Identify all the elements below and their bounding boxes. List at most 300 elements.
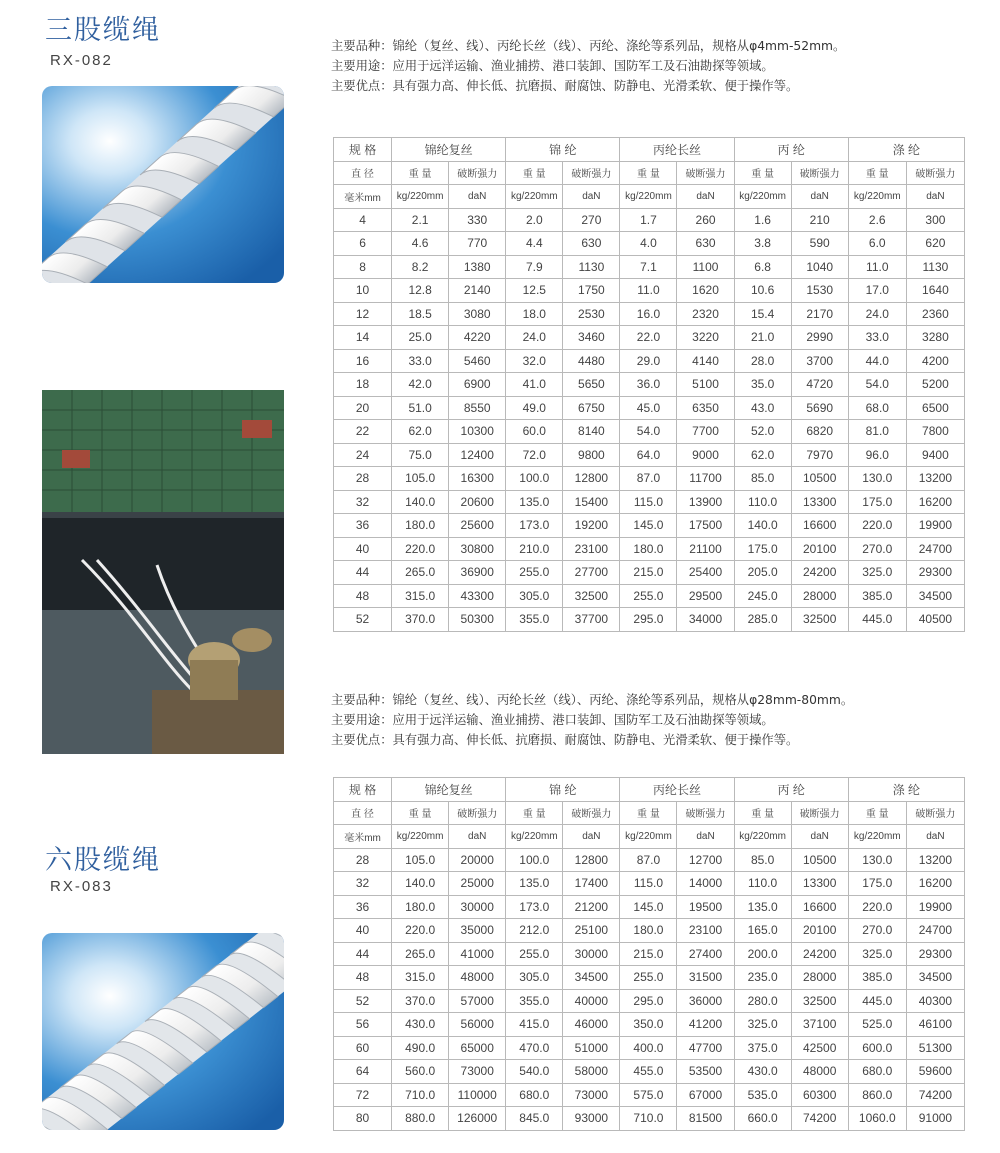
table-cell: 385.0 [848,584,906,608]
table-cell: 4 [334,208,392,232]
table-cell: 32 [334,872,392,896]
table-cell: 11.0 [620,279,677,303]
subheader-cell: 重 量 [392,161,449,185]
table-row [334,467,965,491]
table-cell: 12.8 [392,279,449,303]
table-cell: 20600 [449,490,506,514]
table-cell: 445.0 [848,608,906,632]
table-cell: 32500 [791,989,848,1013]
subheader-cell: 重 量 [734,801,791,825]
table-cell: 575.0 [620,1083,677,1107]
table-cell: 12400 [449,443,506,467]
table-cell: 4220 [449,326,506,350]
table-cell: 21.0 [734,326,791,350]
table-cell: 1130 [563,255,620,279]
table-cell: 52 [334,608,392,632]
table-row [334,1107,965,1131]
table-cell: 37700 [563,608,620,632]
table-cell: 2.6 [848,208,906,232]
table-cell: 4.0 [620,232,677,256]
table-cell: 40 [334,919,392,943]
table-cell: 295.0 [620,608,677,632]
material-header-cell: 锦纶复丝 [392,778,506,802]
table-cell: 11700 [677,467,734,491]
table-cell: 8.2 [392,255,449,279]
table-cell: 710.0 [620,1107,677,1131]
table-cell: 100.0 [506,467,563,491]
section1-title: 三股缆绳 [45,15,161,46]
unit-cell: 毫米mm [334,185,392,209]
table-cell: 1.7 [620,208,677,232]
table-cell: 43300 [449,584,506,608]
table-cell: 40000 [563,989,620,1013]
table-cell: 355.0 [506,989,563,1013]
table-cell: 325.0 [848,561,906,585]
unit-cell: 毫米mm [334,825,392,849]
table-row [334,514,965,538]
table-cell: 15400 [563,490,620,514]
table-cell: 16.0 [620,302,677,326]
table-cell: 175.0 [848,490,906,514]
table-cell: 9000 [677,443,734,467]
table-cell: 560.0 [392,1060,449,1084]
table-cell: 180.0 [392,514,449,538]
table-row [334,608,965,632]
table-cell: 73000 [449,1060,506,1084]
table-cell: 10500 [791,467,848,491]
table-cell: 62.0 [734,443,791,467]
table-cell: 24.0 [848,302,906,326]
table-cell: 34000 [677,608,734,632]
unit-cell: daN [791,185,848,209]
table-cell: 16600 [791,895,848,919]
six-strand-rope-photo [42,933,284,1130]
table-cell: 105.0 [392,848,449,872]
subheader-cell: 重 量 [734,161,791,185]
table-cell: 370.0 [392,608,449,632]
table-row [334,989,965,1013]
subheader-cell: 重 量 [848,161,906,185]
table-cell: 48 [334,584,392,608]
table-cell: 315.0 [392,966,449,990]
table-cell: 85.0 [734,467,791,491]
table-row [334,279,965,303]
table-cell: 33.0 [392,349,449,373]
unit-cell: daN [677,185,734,209]
table-cell: 30000 [563,942,620,966]
table-cell: 48000 [449,966,506,990]
table-cell: 22 [334,420,392,444]
table-cell: 13900 [677,490,734,514]
table-row [334,584,965,608]
table-cell: 270 [563,208,620,232]
table-cell: 455.0 [620,1060,677,1084]
table-cell: 2990 [791,326,848,350]
table-cell: 6900 [449,373,506,397]
table-cell: 490.0 [392,1036,449,1060]
table-cell: 24200 [791,561,848,585]
table-cell: 305.0 [506,966,563,990]
table-cell: 15.4 [734,302,791,326]
table-cell: 2530 [563,302,620,326]
material-header-cell: 丙纶长丝 [620,778,734,802]
table-cell: 5100 [677,373,734,397]
table-cell: 4.4 [506,232,563,256]
table-cell: 19200 [563,514,620,538]
table-cell: 270.0 [848,919,906,943]
table-row [334,1060,965,1084]
table-header-row [334,778,965,802]
table-cell: 40300 [906,989,964,1013]
table-cell: 42.0 [392,373,449,397]
table-cell: 295.0 [620,989,677,1013]
table-cell: 4720 [791,373,848,397]
table-cell: 34500 [563,966,620,990]
table-cell: 630 [563,232,620,256]
table-cell: 8 [334,255,392,279]
table-cell: 37100 [791,1013,848,1037]
table-cell: 81500 [677,1107,734,1131]
table-cell: 51.0 [392,396,449,420]
unit-cell: kg/220mm [620,825,677,849]
table-cell: 180.0 [620,919,677,943]
table-cell: 28 [334,848,392,872]
table-cell: 173.0 [506,895,563,919]
table-cell: 29300 [906,942,964,966]
table-cell: 3460 [563,326,620,350]
table-cell: 7800 [906,420,964,444]
table-cell: 10.6 [734,279,791,303]
table-cell: 33.0 [848,326,906,350]
material-header-cell: 丙纶长丝 [620,138,734,162]
table-cell: 64.0 [620,443,677,467]
table-cell: 19500 [677,895,734,919]
table-cell: 36900 [449,561,506,585]
table-unit-row [334,825,965,849]
section2-desc-varieties: 主要品种：锦纶（复丝、线）、丙纶长丝（线）、丙纶、涤纶等系列品，规格从φ28mm-80mm。 [331,693,854,707]
table-cell: 16600 [791,514,848,538]
material-header-cell: 锦 纶 [506,778,620,802]
subheader-cell: 重 量 [620,161,677,185]
table-cell: 6750 [563,396,620,420]
table-cell: 16 [334,349,392,373]
table-cell: 16200 [906,872,964,896]
table-cell: 110.0 [734,490,791,514]
table-cell: 145.0 [620,514,677,538]
material-header-cell: 丙 纶 [734,778,848,802]
table-cell: 60.0 [506,420,563,444]
table-cell: 1640 [906,279,964,303]
table-cell: 74200 [791,1107,848,1131]
unit-cell: daN [563,825,620,849]
table-cell: 400.0 [620,1036,677,1060]
unit-cell: kg/220mm [620,185,677,209]
table-cell: 44 [334,561,392,585]
table-cell: 72.0 [506,443,563,467]
table-cell: 17500 [677,514,734,538]
table-cell: 48 [334,966,392,990]
table-cell: 680.0 [848,1060,906,1084]
material-header-cell: 锦 纶 [506,138,620,162]
table-cell: 51300 [906,1036,964,1060]
section1-desc-advantages: 主要优点：具有强力高、伸长低、抗磨损、耐腐蚀、防静电、光滑柔软、便于操作等。 [331,79,799,93]
table-row [334,443,965,467]
table-cell: 42500 [791,1036,848,1060]
table-cell: 135.0 [506,872,563,896]
table-cell: 8140 [563,420,620,444]
table-cell: 44 [334,942,392,966]
table-cell: 50300 [449,608,506,632]
table-cell: 3.8 [734,232,791,256]
table-cell: 245.0 [734,584,791,608]
table-cell: 445.0 [848,989,906,1013]
table-cell: 3080 [449,302,506,326]
table-cell: 5690 [791,396,848,420]
table-cell: 6 [334,232,392,256]
subheader-cell: 破断强力 [791,161,848,185]
table-row [334,942,965,966]
table-cell: 212.0 [506,919,563,943]
table-cell: 20000 [449,848,506,872]
table-row [334,420,965,444]
table-cell: 29.0 [620,349,677,373]
table-cell: 180.0 [620,537,677,561]
table-cell: 41200 [677,1013,734,1037]
table-cell: 3700 [791,349,848,373]
table-cell: 72 [334,1083,392,1107]
table-cell: 8550 [449,396,506,420]
table-cell: 880.0 [392,1107,449,1131]
material-header-cell: 锦纶复丝 [392,138,506,162]
table-cell: 770 [449,232,506,256]
table-cell: 54.0 [848,373,906,397]
table-cell: 28000 [791,584,848,608]
table-cell: 6820 [791,420,848,444]
subheader-cell: 直 径 [334,801,392,825]
section1-spec-table [333,137,965,632]
table-cell: 16200 [906,490,964,514]
table-cell: 60300 [791,1083,848,1107]
table-cell: 1100 [677,255,734,279]
table-cell: 32 [334,490,392,514]
table-cell: 375.0 [734,1036,791,1060]
table-cell: 370.0 [392,989,449,1013]
table-cell: 51000 [563,1036,620,1060]
table-cell: 43.0 [734,396,791,420]
table-cell: 45.0 [620,396,677,420]
section1-desc-varieties: 主要品种：锦纶（复丝、线）、丙纶长丝（线）、丙纶、涤纶等系列品，规格从φ4mm-52mm。 [331,39,846,53]
table-cell: 96.0 [848,443,906,467]
table-cell: 47700 [677,1036,734,1060]
table-cell: 7.1 [620,255,677,279]
table-cell: 330 [449,208,506,232]
table-cell: 28000 [791,966,848,990]
table-cell: 2170 [791,302,848,326]
table-row [334,537,965,561]
table-cell: 14000 [677,872,734,896]
table-cell: 52.0 [734,420,791,444]
table-cell: 56 [334,1013,392,1037]
table-cell: 30800 [449,537,506,561]
table-cell: 44.0 [848,349,906,373]
table-cell: 215.0 [620,561,677,585]
table-cell: 710.0 [392,1083,449,1107]
table-cell: 23100 [563,537,620,561]
table-cell: 255.0 [620,966,677,990]
table-cell: 48000 [791,1060,848,1084]
table-cell: 65000 [449,1036,506,1060]
table-cell: 1620 [677,279,734,303]
table-cell: 10500 [791,848,848,872]
material-header-cell: 涤 纶 [848,138,964,162]
table-cell: 1380 [449,255,506,279]
table-cell: 74200 [906,1083,964,1107]
subheader-cell: 破断强力 [449,801,506,825]
table-row [334,396,965,420]
unit-cell: kg/220mm [392,825,449,849]
table-cell: 53500 [677,1060,734,1084]
table-row [334,208,965,232]
table-cell: 145.0 [620,895,677,919]
subheader-cell: 破断强力 [677,161,734,185]
table-cell: 36 [334,895,392,919]
table-cell: 41.0 [506,373,563,397]
table-cell: 300 [906,208,964,232]
table-cell: 2.1 [392,208,449,232]
table-cell: 9800 [563,443,620,467]
table-row [334,1036,965,1060]
table-cell: 5460 [449,349,506,373]
subheader-cell: 破断强力 [563,161,620,185]
table-cell: 93000 [563,1107,620,1131]
table-cell: 11.0 [848,255,906,279]
table-cell: 91000 [906,1107,964,1131]
unit-cell: daN [677,825,734,849]
subheader-cell: 重 量 [848,801,906,825]
table-cell: 57000 [449,989,506,1013]
table-cell: 28.0 [734,349,791,373]
table-cell: 58000 [563,1060,620,1084]
table-cell: 30000 [449,895,506,919]
section2-title: 六股缆绳 [45,845,161,876]
table-cell: 210 [791,208,848,232]
table-cell: 6.8 [734,255,791,279]
table-cell: 355.0 [506,608,563,632]
subheader-cell: 破断强力 [449,161,506,185]
unit-cell: kg/220mm [392,185,449,209]
section1-code: RX-082 [50,52,113,69]
table-cell: 56000 [449,1013,506,1037]
table-cell: 13200 [906,848,964,872]
table-cell: 12800 [563,848,620,872]
unit-cell: daN [906,185,964,209]
table-cell: 49.0 [506,396,563,420]
table-cell: 87.0 [620,848,677,872]
table-cell: 630 [677,232,734,256]
table-cell: 115.0 [620,872,677,896]
table-cell: 385.0 [848,966,906,990]
table-cell: 62.0 [392,420,449,444]
table-cell: 140.0 [392,490,449,514]
table-row [334,326,965,350]
table-row [334,490,965,514]
table-cell: 660.0 [734,1107,791,1131]
table-cell: 18.5 [392,302,449,326]
table-cell: 220.0 [392,537,449,561]
table-cell: 40 [334,537,392,561]
table-cell: 9400 [906,443,964,467]
table-cell: 31500 [677,966,734,990]
table-cell: 24 [334,443,392,467]
table-cell: 52 [334,989,392,1013]
table-cell: 2.0 [506,208,563,232]
table-cell: 140.0 [734,514,791,538]
subheader-cell: 破断强力 [906,801,964,825]
table-cell: 3220 [677,326,734,350]
table-cell: 350.0 [620,1013,677,1037]
table-cell: 4140 [677,349,734,373]
table-cell: 24200 [791,942,848,966]
table-cell: 35000 [449,919,506,943]
table-cell: 6350 [677,396,734,420]
table-cell: 16300 [449,467,506,491]
table-cell: 22.0 [620,326,677,350]
table-cell: 24700 [906,537,964,561]
section2-desc-uses: 主要用途：应用于远洋运输、渔业捕捞、港口装卸、国防军工及石油勘探等领域。 [331,713,774,727]
table-cell: 12.5 [506,279,563,303]
table-cell: 4.6 [392,232,449,256]
table-cell: 73000 [563,1083,620,1107]
table-cell: 7700 [677,420,734,444]
subheader-cell: 重 量 [506,161,563,185]
table-unit-row [334,185,965,209]
table-cell: 25100 [563,919,620,943]
table-cell: 34500 [906,966,964,990]
table-cell: 36 [334,514,392,538]
table-row [334,872,965,896]
spec-header-cell: 规 格 [334,778,392,802]
table-cell: 14 [334,326,392,350]
table-cell: 590 [791,232,848,256]
table-cell: 430.0 [392,1013,449,1037]
table-cell: 19900 [906,895,964,919]
unit-cell: daN [449,825,506,849]
table-cell: 25600 [449,514,506,538]
table-cell: 110.0 [734,872,791,896]
table-cell: 64 [334,1060,392,1084]
table-row [334,302,965,326]
material-header-cell: 丙 纶 [734,138,848,162]
table-row [334,561,965,585]
table-cell: 20 [334,396,392,420]
table-row [334,1013,965,1037]
table-cell: 20100 [791,919,848,943]
table-cell: 620 [906,232,964,256]
table-cell: 27700 [563,561,620,585]
table-cell: 130.0 [848,848,906,872]
table-cell: 23100 [677,919,734,943]
material-header-cell: 涤 纶 [848,778,964,802]
table-cell: 845.0 [506,1107,563,1131]
table-cell: 260 [677,208,734,232]
unit-cell: kg/220mm [848,185,906,209]
table-cell: 12700 [677,848,734,872]
table-row [334,1083,965,1107]
table-cell: 5200 [906,373,964,397]
unit-cell: daN [906,825,964,849]
table-row [334,966,965,990]
table-cell: 54.0 [620,420,677,444]
